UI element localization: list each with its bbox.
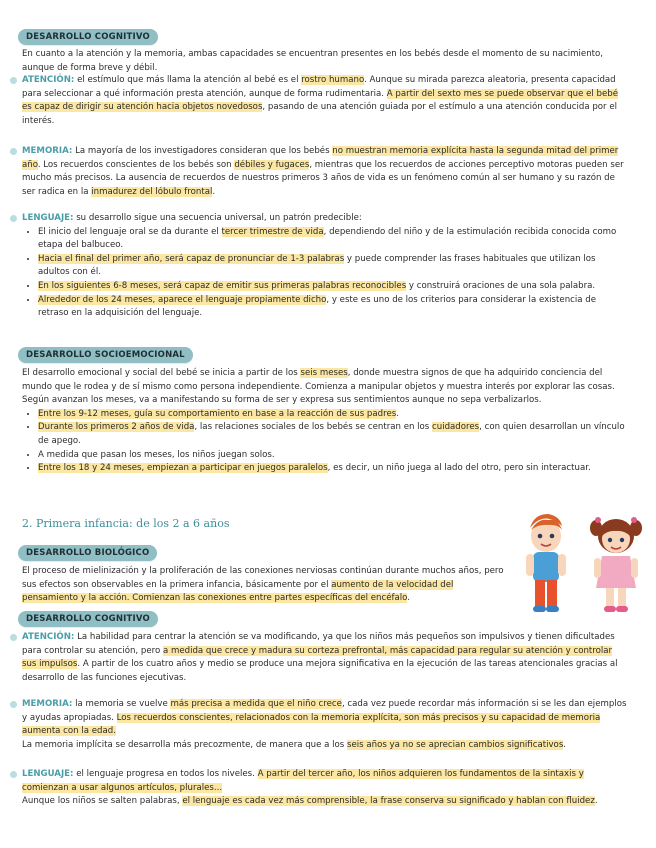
paragraph — [22, 739, 628, 753]
language-paragraph — [22, 212, 628, 321]
text: . — [212, 186, 216, 197]
memory-paragraph — [22, 145, 628, 199]
highlight: Los recuerdos conscientes, relacionados con la memoria explícita, son más precisos y su capacidad de memoria aumenta con la edad. — [22, 712, 601, 737]
language-paragraph-2 — [22, 768, 628, 809]
boy-figure — [526, 514, 566, 612]
bullet-dot — [10, 634, 17, 641]
highlight: A partir del tercer año, los niños adquieren los fundamentos de la sintaxis y comienzan a usar algunos artículos, plurales... — [22, 769, 584, 793]
section-title-cognitive-2: DESARROLLO COGNITIVO — [18, 611, 158, 627]
text: y puede comprender las frases habituales que utilizan los adultos con él. — [38, 253, 596, 278]
attention-paragraph-2 — [22, 631, 628, 685]
text: . — [396, 408, 399, 419]
text: el lenguaje progresa en todos los niveles. — [73, 769, 258, 779]
text: , donde muestra signos de que ha adquirido conciencia del mundo que le rodea y de sí mismo como persona independiente. Comienza a manipular objetos y muestra interés por explorar las cosas. — [22, 368, 615, 392]
highlight: seis meses — [300, 368, 348, 378]
language-label: LENGUAJE: — [22, 213, 74, 223]
language-label: LENGUAJE: — [22, 769, 74, 779]
text: El inicio del lenguaje oral se da durante el — [38, 226, 222, 237]
text: El proceso de mielinización y la proliferación de las conexiones nerviosas continúan durante muchos años, pero sus efectos son observables en la primera infancia, básicamente por el — [22, 566, 504, 590]
text: . — [594, 796, 598, 807]
text: Aunque los niños se salten palabras, — [22, 796, 183, 807]
text: , pasando de una atención guiada por el estímulo a una atención conducida por el interés. — [22, 102, 617, 126]
bullet-dot — [10, 148, 17, 155]
biological-paragraph — [22, 565, 512, 606]
text: . A partir de los cuatro años y medio se produce una mejora significativa en la ejecución de las tareas atencionales gracias al desarrollo de las funciones ejecutivas. — [22, 659, 618, 683]
highlight: el lenguaje es cada vez más comprensible, la frase conserva su significado y hablan con fluidez — [182, 796, 595, 807]
list-item — [38, 462, 628, 476]
highlight: Durante los primeros 2 años de vida — [38, 422, 195, 433]
text: . Los recuerdos conscientes de los bebés son — [37, 159, 235, 170]
highlight: más precisa a medida que el niño crece — [170, 699, 342, 709]
highlight: A partir del sexto mes se puede observar que el bebé es capaz de dirigir su atención hacia objetos novedosos — [22, 88, 619, 113]
bullet-dot — [10, 77, 17, 84]
cognitive-intro: En cuanto a la atención y la memoria, ambas capacidades se encuentran presentes en los bebés desde el momento de su nacimiento, aunque de forma breve y débil. — [22, 49, 604, 73]
paragraph: Según avanzan los meses, va a manifestando su forma de ser y expresa sus sentimientos aunque no sepa verbalizarlos. — [22, 395, 542, 406]
text: La memoria implícita se desarrolla más precozmente, de manera que a los — [22, 739, 348, 750]
highlight: a medida que crece y madura su corteza prefrontal, más capacidad para regular su atención y controlar sus impulsos — [22, 645, 613, 670]
list-item — [38, 253, 628, 280]
section-title-biological: DESARROLLO BIOLÓGICO — [18, 545, 157, 561]
text: , con quien desarrollan un vínculo de apego. — [38, 422, 625, 446]
paragraph — [22, 367, 628, 394]
text: su desarrollo sigue una secuencia universal, un patrón predecible: — [73, 213, 362, 223]
memory-label: MEMORIA: — [22, 146, 73, 156]
text: , dependiendo del niño y de la estimulación recibida conocida como etapa del balbuceo. — [38, 226, 617, 251]
list-item — [38, 408, 628, 422]
socioemotional-paragraph — [22, 367, 628, 476]
girl-figure — [590, 517, 642, 612]
bullet-dot — [10, 771, 17, 778]
paragraph — [22, 768, 628, 795]
section-heading-early-childhood: 2. Primera infancia: de los 2 a 6 años — [22, 517, 230, 530]
highlight: débiles y fugaces — [234, 159, 310, 170]
text: . — [407, 593, 411, 604]
bullet-dot — [10, 701, 17, 708]
list-item — [38, 449, 628, 463]
text: El desarrollo emocional y social del bebé se inicia a partir de los — [22, 368, 301, 378]
text: , y este es uno de los criterios para considerar la existencia de retraso en la adquisición del lenguaje. — [38, 294, 596, 319]
highlight: no muestran memoria explícita hasta la segunda mitad del primer año — [22, 146, 619, 170]
text: La mayoría de los investigadores consideran que los bebés — [72, 146, 333, 156]
text: , mientras que los recuerdos de acciones perceptivo motoras pueden ser mucho más precisos. La ausencia de recuerdos de nuestros primeros 3 años de vida es un fenómeno común al ser humano y su razón de ser radica en la — [22, 159, 624, 197]
highlight: Hacia el final del primer año, será capaz de pronunciar de 1-3 palabras — [38, 253, 345, 264]
text: . Aunque su mirada parezca aleatoria, presenta capacidad para seleccionar a qué información presta atención, aunque de forma rudimentaria. — [22, 75, 616, 99]
highlight: En los siguientes 6-8 meses, será capaz de emitir sus primeras palabras reconocibles — [38, 280, 407, 291]
text: y construirá oraciones de una sola palabra. — [406, 280, 596, 291]
highlight: rostro humano — [301, 75, 365, 85]
socioemotional-list — [22, 408, 628, 476]
memory-paragraph-2 — [22, 698, 628, 752]
highlight: Alrededor de los 24 meses, aparece el lenguaje propiamente dicho — [38, 294, 327, 305]
text: , cada vez puede recordar más información si se les dan ejemplos y ayudas apropiadas. — [22, 699, 627, 723]
highlight: cuidadores — [432, 422, 480, 433]
text: el estímulo que más llama la atención al bebé es el — [74, 75, 302, 85]
highlight: inmadurez del lóbulo frontal — [91, 186, 213, 197]
highlight: seis años ya no se aprecian cambios significativos — [347, 739, 564, 750]
paragraph — [22, 698, 628, 739]
paragraph — [22, 795, 628, 809]
text: La habilidad para centrar la atención se va modificando, ya que los niños más pequeños son impulsivos y tienen dificultades para controlar su atención, pero — [22, 632, 615, 656]
list-item — [38, 280, 628, 294]
highlight: Entre los 18 y 24 meses, empiezan a participar en juegos paralelos — [38, 463, 328, 474]
section-title-cognitive: DESARROLLO COGNITIVO — [18, 29, 158, 45]
list-item — [38, 421, 628, 448]
list-item — [38, 226, 628, 253]
section-title-socioemotional: DESARROLLO SOCIOEMOCIONAL — [18, 347, 193, 363]
memory-label: MEMORIA: — [22, 699, 73, 709]
list-item — [38, 294, 628, 321]
attention-label: ATENCIÓN: — [22, 75, 75, 85]
text: la memoria se vuelve — [72, 699, 171, 709]
text: . — [563, 739, 567, 750]
children-illustration — [518, 506, 648, 624]
bullet-dot — [10, 215, 17, 222]
highlight: tercer trimestre de vida — [221, 226, 324, 237]
text: A medida que pasan los meses, los niños juegan solos. — [38, 449, 275, 460]
text: , las relaciones sociales de los bebés se centran en los — [194, 422, 433, 433]
language-list — [22, 226, 628, 321]
text: , es decir, un niño juega al lado del otro, pero sin interactuar. — [327, 463, 591, 474]
highlight: Entre los 9-12 meses, guía su comportamiento en base a la reacción de sus padres — [38, 408, 397, 419]
attention-paragraph — [22, 74, 628, 128]
highlight: aumento de la velocidad del pensamiento y la acción. Comienzan las conexiones entre partes específicas del encéfalo — [22, 579, 454, 604]
attention-label: ATENCIÓN: — [22, 632, 75, 642]
